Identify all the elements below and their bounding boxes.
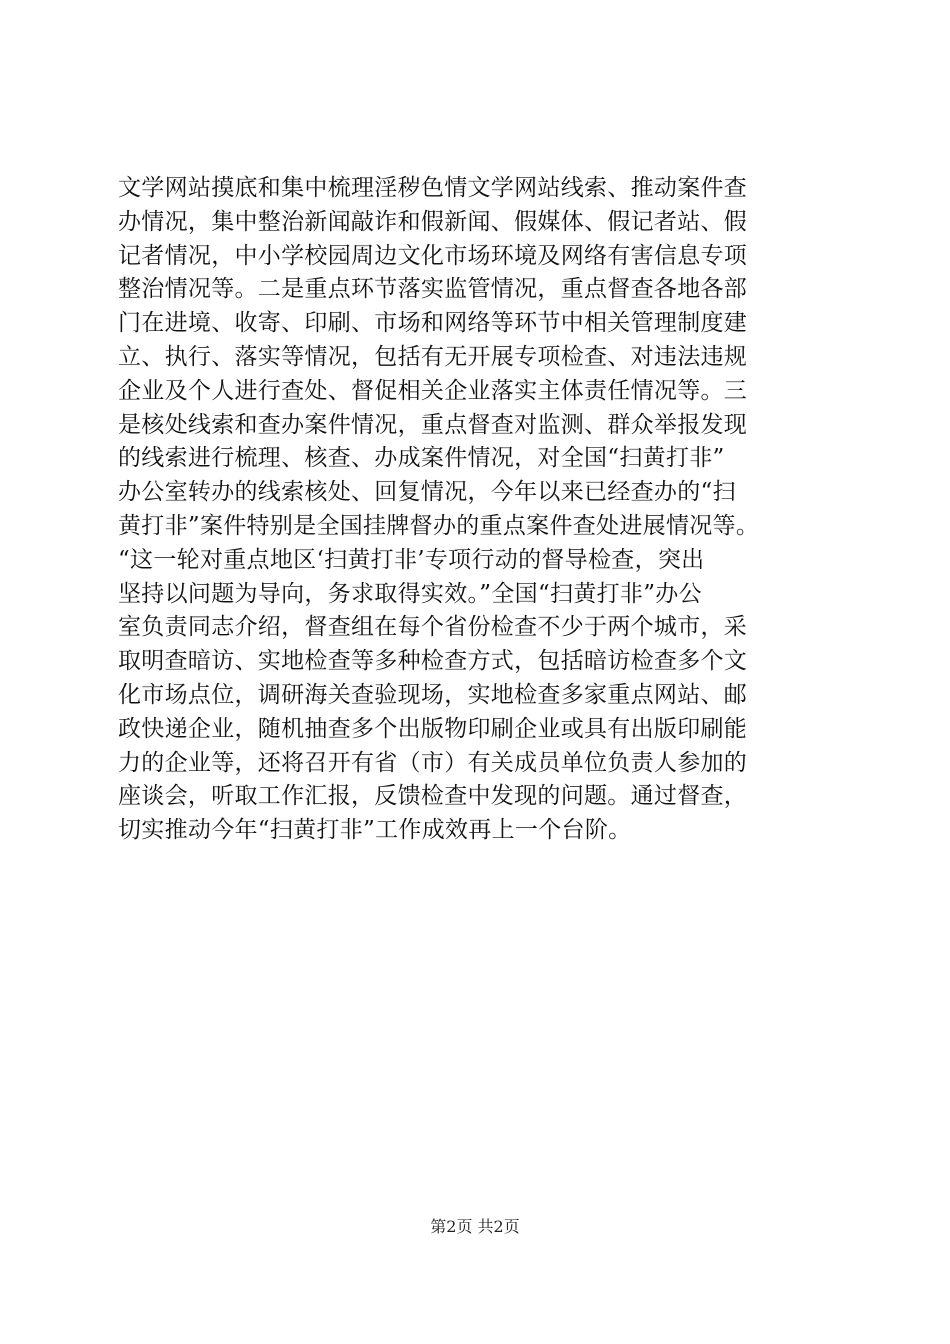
text-line: 室负责同志介绍，督查组在每个省份检查不少于两个城市，采 xyxy=(118,614,748,641)
page-number: 第2页 共2页 xyxy=(430,1217,520,1236)
text-line: 文学网站摸底和集中梳理淫秽色情文学网站线索、推动案件查 xyxy=(118,175,748,201)
text-line: 门在进境、收寄、印刷、市场和网络等环节中相关管理制度建 xyxy=(118,310,748,337)
text-line: 化市场点位，调研海关查验现场，实地检查多家重点网站、邮 xyxy=(118,681,748,708)
body-text xyxy=(118,172,838,848)
text-line: 力的企业等，还将召开有省（市）有关成员单位负责人参加的 xyxy=(118,749,748,776)
page-footer xyxy=(0,1214,950,1237)
text-line: 是核处线索和查办案件情况，重点督查对监测、群众举报发现 xyxy=(118,411,748,438)
text-line: 记者情况，中小学校园周边文化市场环境及网络有害信息专项 xyxy=(118,242,748,269)
text-line: 坚持以问题为导向，务求取得实效。”全国“扫黄打非”办公 xyxy=(118,580,702,607)
text-line: 切实推动今年“扫黄打非”工作成效再上一个台阶。 xyxy=(118,817,632,844)
text-line: 黄打非”案件特别是全国挂牌督办的重点案件查处进展情况等。 xyxy=(118,512,760,539)
text-line: 座谈会，听取工作汇报，反馈检查中发现的问题。通过督查， xyxy=(118,783,748,810)
text-line: 的线索进行梳理、核查、办成案件情况，对全国“扫黄打非” xyxy=(118,445,725,472)
text-line: 企业及个人进行查处、督促相关企业落实主体责任情况等。三 xyxy=(118,377,748,404)
text-line: 整治情况等。二是重点环节落实监管情况，重点督查各地各部 xyxy=(118,276,748,303)
text-line: 取明查暗访、实地检查等多种检查方式，包括暗访检查多个文 xyxy=(118,648,748,675)
text-line: 政快递企业，随机抽查多个出版物印刷企业或具有出版印刷能 xyxy=(118,715,748,742)
text-line: 办公室转办的线索核处、回复情况，今年以来已经查办的“扫 xyxy=(118,479,736,506)
text-line: 立、执行、落实等情况，包括有无开展专项检查、对违法违规 xyxy=(118,343,748,370)
text-line: 办情况，集中整治新闻敲诈和假新闻、假媒体、假记者站、假 xyxy=(118,208,748,235)
text-line: “这一轮对重点地区‘扫黄打非’专项行动的督导检查，突出 xyxy=(118,546,705,573)
